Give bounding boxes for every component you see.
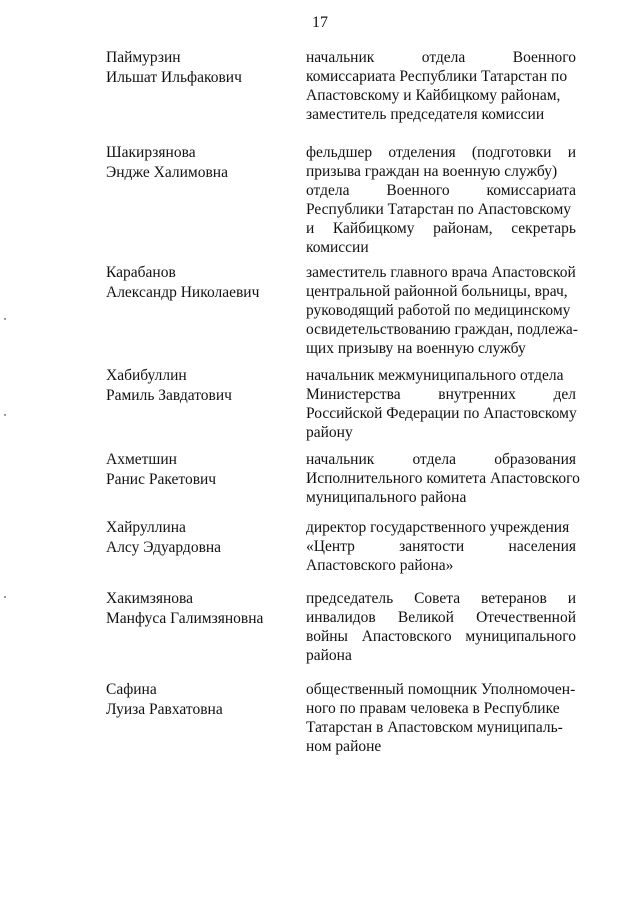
member-surname: Хайруллина xyxy=(106,519,186,536)
member-role-line: инвалидов Великой Отечественной xyxy=(306,609,576,626)
member-role-line: ном районе xyxy=(306,738,382,755)
member-name xyxy=(106,48,296,87)
member-given-name: Рамиль Завдатович xyxy=(106,386,232,404)
member-given-name: Ильшат Ильфакович xyxy=(106,68,242,86)
member-role-line: начальник отдела образования xyxy=(306,451,576,468)
member-role xyxy=(306,143,576,257)
member-role-line: председатель Совета ветеранов и xyxy=(306,590,576,607)
member-given-name: Алсу Эдуардовна xyxy=(106,538,222,556)
member-surname: Хабибуллин xyxy=(106,367,187,384)
scan-mark xyxy=(4,414,6,416)
member-name xyxy=(106,450,296,489)
member-role-line: «Центр занятости населения xyxy=(306,538,576,555)
member-role-line: директор государственного учреждения xyxy=(306,519,570,536)
member-role-line: руководящий работой по медицинскому xyxy=(306,302,571,319)
member-role-line: начальник межмуниципального отдела xyxy=(306,367,564,384)
member-role-line: района xyxy=(306,647,352,664)
member-role-line: комиссариата Республики Татарстан по xyxy=(306,68,568,85)
member-given-name: Ранис Ракетович xyxy=(106,470,217,488)
member-surname: Паймурзин xyxy=(106,49,181,66)
member-role-line: Российской Федерации по Апастовскому xyxy=(306,405,577,422)
member-role-line: отдела Военного комиссариата xyxy=(306,182,576,199)
member-role xyxy=(306,48,576,124)
member-name xyxy=(106,518,296,557)
member-role-line: Республики Татарстан по Апастовскому xyxy=(306,201,572,218)
member-surname: Шакирзянова xyxy=(106,144,196,161)
member-role xyxy=(306,450,580,507)
member-role-line: и Кайбицкому районам, секретарь xyxy=(306,220,576,237)
member-role-line: освидетельствованию граждан, подлежа- xyxy=(306,321,578,338)
member-role-line: Татарстан в Апастовском муниципаль- xyxy=(306,719,563,736)
member-role-line: войны Апастовского муниципального xyxy=(306,628,576,645)
member-given-name: Эндже Халимовна xyxy=(106,163,228,181)
member-role xyxy=(306,263,576,358)
member-role-line: заместитель главного врача Апастовской xyxy=(306,264,576,281)
scan-mark xyxy=(4,596,6,598)
member-surname: Хакимзянова xyxy=(106,590,193,607)
member-given-name: Александр Николаевич xyxy=(106,283,260,301)
member-role-line: центральной районной больницы, врач, xyxy=(306,283,568,300)
page-number: 17 xyxy=(312,14,328,31)
member-role-line: начальник отдела Военного xyxy=(306,49,576,66)
member-surname: Сафина xyxy=(106,681,157,698)
member-role-line: ного по правам человека в Республике xyxy=(306,700,560,717)
member-role xyxy=(306,680,576,756)
member-role-line: заместитель председателя комиссии xyxy=(306,106,545,123)
member-name xyxy=(106,680,296,719)
member-name xyxy=(106,366,296,405)
member-role-line: Министерства внутренних дел xyxy=(306,386,576,403)
member-given-name: Манфуса Галимзяновна xyxy=(106,609,264,627)
member-role-line: району xyxy=(306,424,353,441)
member-role-line: комиссии xyxy=(306,239,369,256)
member-role-line: фельдшер отделения (подготовки и xyxy=(306,144,576,161)
member-given-name: Луиза Равхатовна xyxy=(106,700,223,718)
member-role-line: муниципального района xyxy=(306,489,467,506)
member-name xyxy=(106,589,296,628)
member-role xyxy=(306,589,576,665)
member-role-line: щих призыву на военную службу xyxy=(306,340,526,357)
member-role xyxy=(306,518,576,575)
scan-mark xyxy=(4,318,6,320)
member-role-line: Апастовского района» xyxy=(306,557,454,574)
member-role xyxy=(306,366,576,442)
member-name xyxy=(106,143,296,182)
member-role-line: общественный помощник Уполномочен- xyxy=(306,681,576,698)
member-surname: Карабанов xyxy=(106,264,176,281)
member-name xyxy=(106,263,296,302)
member-role-line: Апастовскому и Кайбицкому районам, xyxy=(306,87,561,104)
member-role-line: Исполнительного комитета Апастовского xyxy=(306,470,580,487)
member-role-line: призыва граждан на военную службу) xyxy=(306,163,558,180)
member-surname: Ахметшин xyxy=(106,451,177,468)
